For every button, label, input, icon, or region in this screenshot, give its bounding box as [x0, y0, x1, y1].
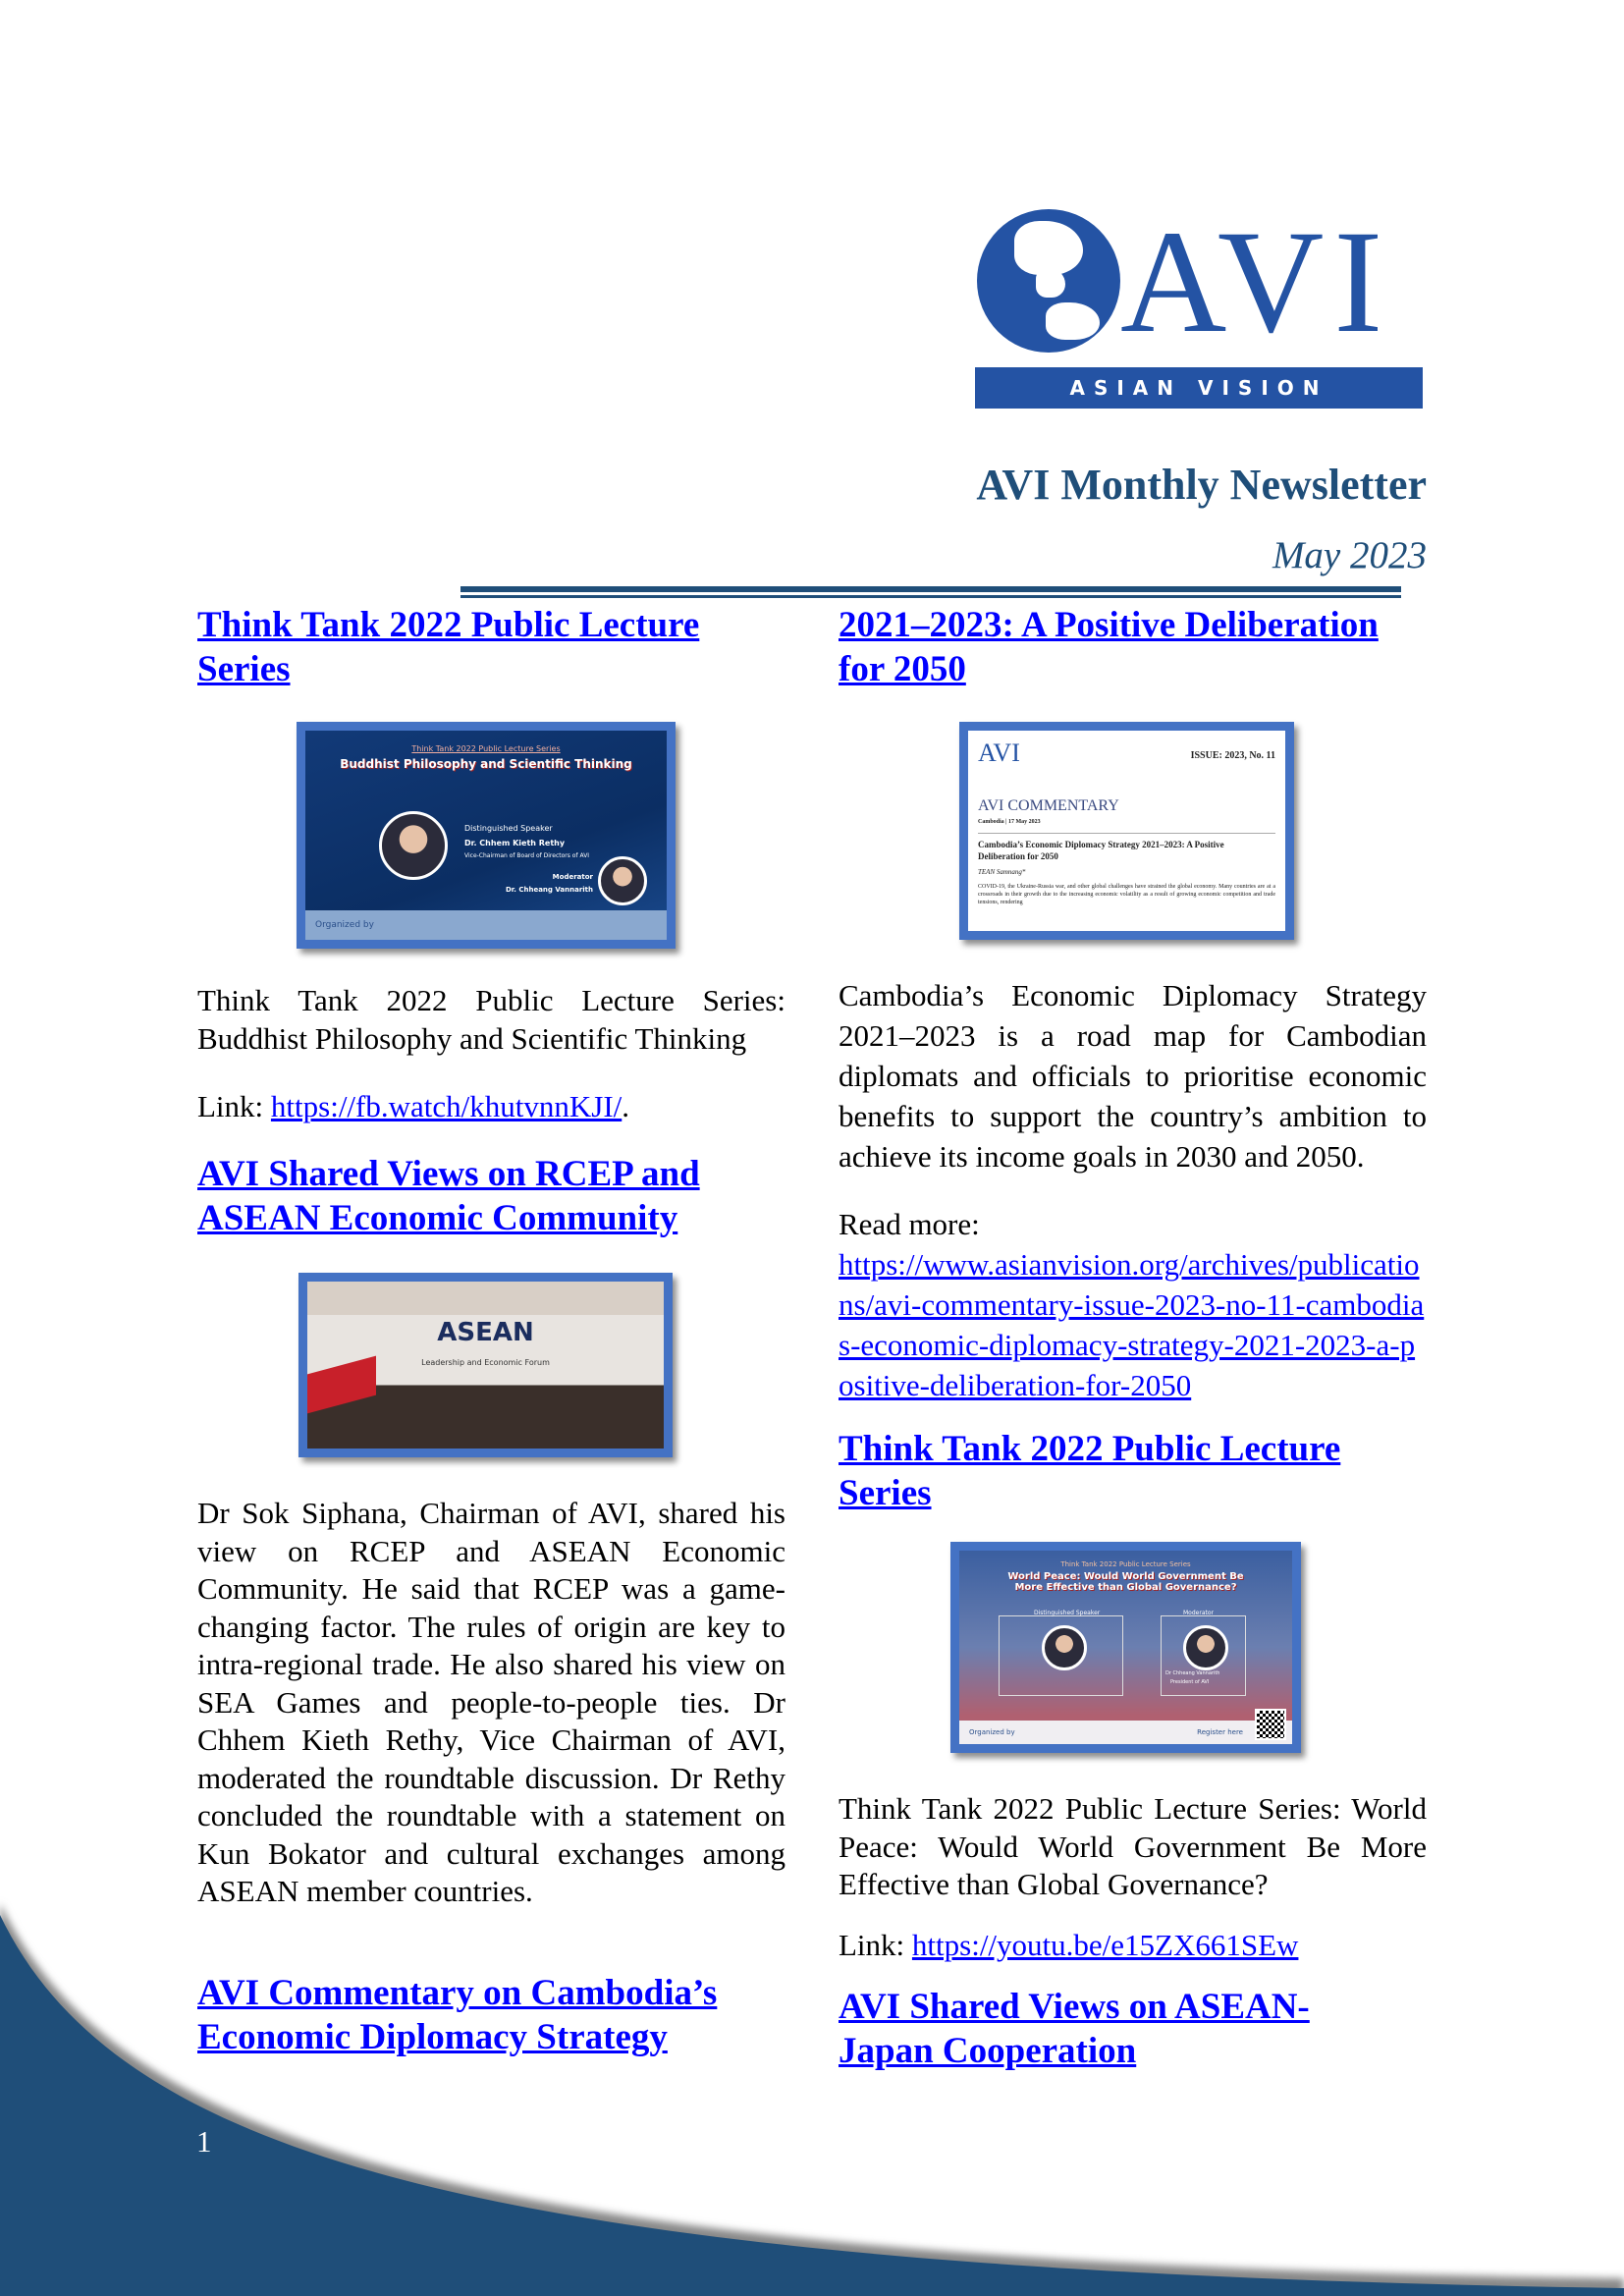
divider	[460, 595, 1401, 598]
commentary-cover-image: AVI ISSUE: 2023, No. 11 AVI COMMENTARY Cambodia | 17 May 2023 Cambodia’s Economic Diplomacy Strategy 2021–2023: A Positive Deliberation for 2050 TEAN Samnang* COVID-19, the Ukraine-Russia war, and other global challenges have strained the global economy. Many countries are at a crossroads in their growth due to the increasing economic volatility as a result of growing economic competition and trade tensions, rendering	[959, 722, 1294, 940]
facebook-video-link[interactable]: https://fb.watch/khutvnnKJI/	[270, 1089, 623, 1123]
article-heading-commentary[interactable]: AVI Commentary on Cambodia’s Economic Diplomacy Strategy	[197, 1973, 718, 2057]
article-heading-think-tank-lecture[interactable]: Think Tank 2022 Public Lecture Series	[197, 605, 700, 689]
moderator-photo	[1183, 1625, 1228, 1670]
link-line: Link: https://youtu.be/e15ZX661SEw	[839, 1928, 1299, 1962]
rcep-article-body: Dr Sok Siphana, Chairman of AVI, shared his view on RCEP and ASEAN Economic Community. He said that RCEP was a game-changing factor. The rules of origin are key to intra-regional trade. He also shared his view on SEA Games and people-to-people ties. Dr Chhem Kieth Rethy, Vice Chairman of AVI, moderated the roundtable discussion. Dr Rethy concluded the roundtable with a statement on Kun Bokator and cultural exchanges among ASEAN member countries.	[197, 1496, 785, 1908]
newsletter-title: AVI Monthly Newsletter	[976, 461, 1427, 509]
page-number: 1	[196, 2124, 212, 2159]
speaker-photo	[1042, 1625, 1087, 1670]
article-summary: Think Tank 2022 Public Lecture Series: Buddhist Philosophy and Scientific Thinking	[197, 983, 785, 1056]
article-heading-positive-deliberation[interactable]: 2021–2023: A Positive Deliberation for 2050	[839, 605, 1379, 689]
moderator-photo	[598, 856, 647, 905]
youtube-link[interactable]: https://youtu.be/e15ZX661SEw	[911, 1928, 1299, 1962]
globe-icon	[977, 209, 1120, 353]
article-heading-think-tank-lecture-2[interactable]: Think Tank 2022 Public Lecture Series	[839, 1429, 1341, 1513]
link-line: Link: https://fb.watch/khutvnnKJI/.	[197, 1089, 630, 1123]
commentary-link[interactable]: https://www.asianvision.org/archives/publications/avi-commentary-issue-2023-no-11-cambodias-economic-diplomacy-strategy-2021-2023-a-positive-deliberation-for-2050	[839, 1247, 1425, 1402]
lecture-poster-image: Think Tank 2022 Public Lecture Series Buddhist Philosophy and Scientific Thinking Distinguished Speaker Dr. Chhem Kieth Rethy Vice-Chairman of Board of Directors of AVI Moderator Dr. Chheang Vannarith Organized by	[297, 722, 676, 949]
article-heading-rcep[interactable]: AVI Shared Views on RCEP and ASEAN Economic Community	[197, 1154, 700, 1238]
world-peace-poster-image: Think Tank 2022 Public Lecture Series World Peace: Would World Government Be More Effective than Global Governance? Distinguished Speaker Moderator Dr Chheang Vannarith President of AVI Organized by Register here	[950, 1542, 1301, 1753]
divider	[460, 586, 1401, 592]
qr-code	[1255, 1709, 1286, 1740]
article-heading-asean-japan[interactable]: AVI Shared Views on ASEAN-Japan Cooperation	[839, 1987, 1310, 2071]
read-more-block: Read more: https://www.asianvision.org/archives/publications/avi-commentary-issue-2023-no-11-cambodias-economic-diplomacy-strategy-2021-2023-a-positive-deliberation-for-2050	[839, 1207, 1425, 1402]
asean-forum-photo: ASEAN Leadership and Economic Forum	[298, 1273, 673, 1457]
commentary-summary: Cambodia’s Economic Diplomacy Strategy 2021–2023 is a road map for Cambodian diplomats and officials to prioritise economic benefits to support the country’s ambition to achieve its income goals in 2030 and 2050.	[839, 978, 1427, 1174]
avi-logo: AVI ASIAN VISION INSTITUTE	[973, 205, 1425, 411]
newsletter-date: May 2023	[1272, 534, 1427, 576]
speaker-photo	[379, 811, 448, 880]
world-peace-summary: Think Tank 2022 Public Lecture Series: World Peace: Would World Government Be More Effective than Global Governance?	[839, 1791, 1427, 1901]
